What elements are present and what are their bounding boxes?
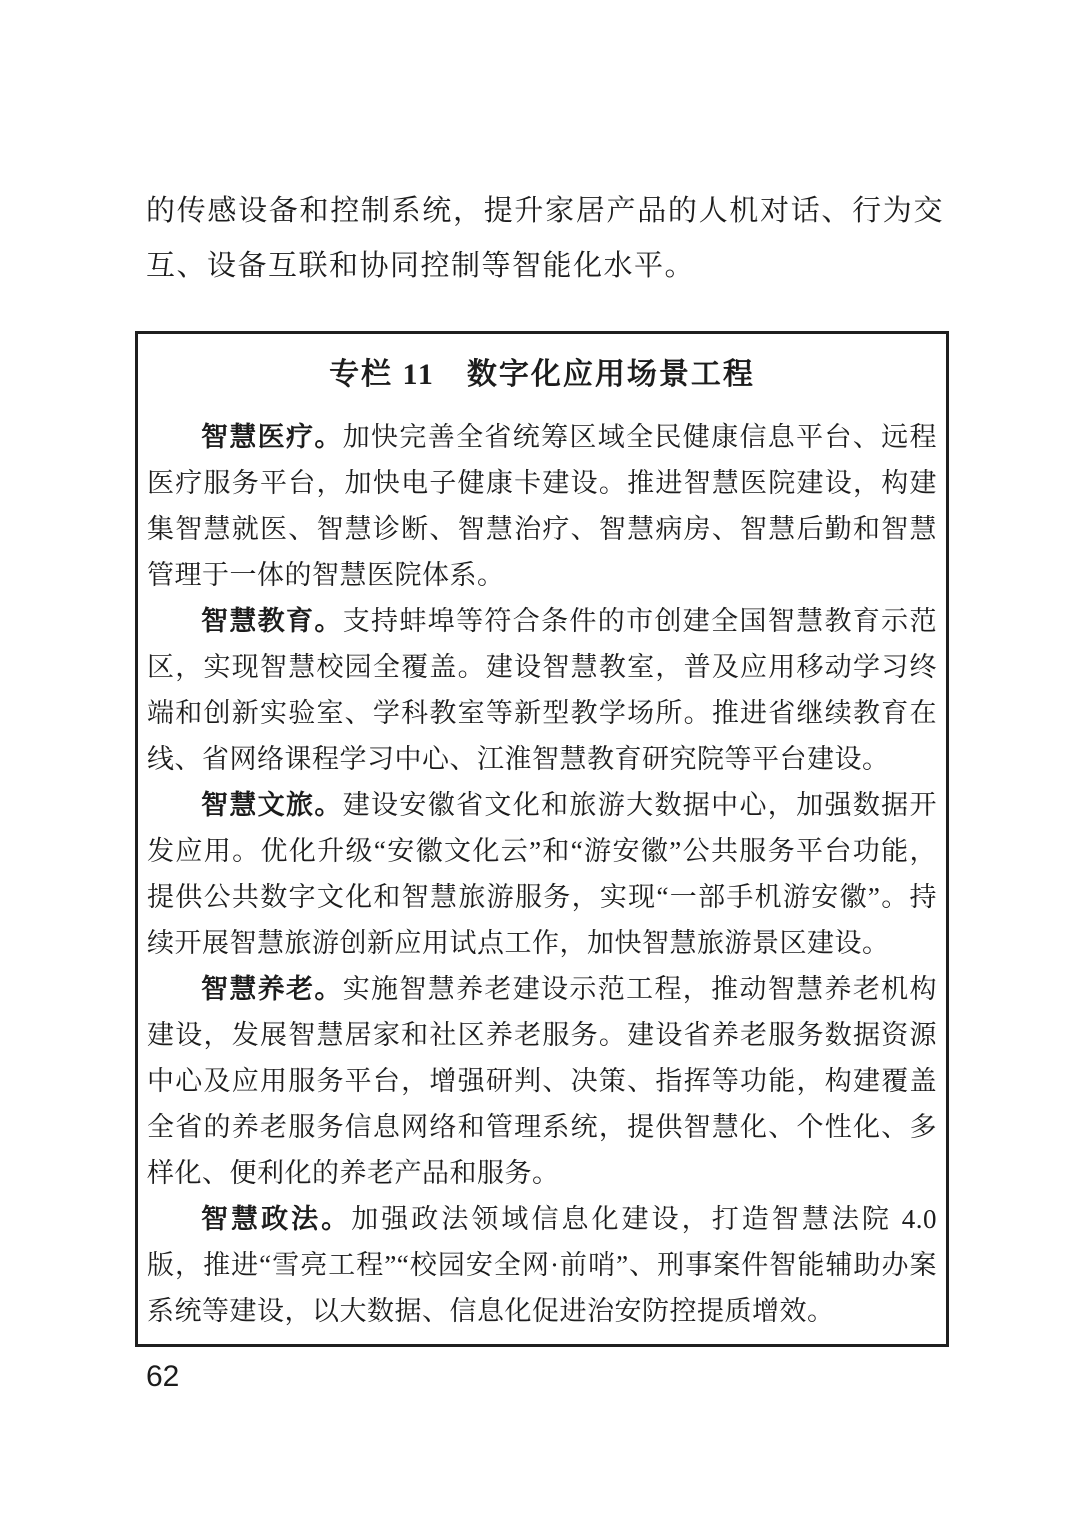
paragraph-lead: 智慧政法。 [201, 1204, 352, 1234]
box-paragraph-smart-healthcare [147, 414, 937, 598]
box-paragraph-smart-law [147, 1196, 937, 1334]
paragraph-text: 加快完善全省统筹区域全民健康信息平台、远程医疗服务平台，加快电子健康卡建设。推进智慧医院建设，构建集智慧就医、智慧诊断、智慧治疗、智慧病房、智慧后勤和智慧管理于一体的智慧医院体系。 [147, 422, 938, 590]
paragraph-lead: 智慧文旅。 [201, 790, 343, 820]
paragraph-text: 实施智慧养老建设示范工程，推动智慧养老机构建设，发展智慧居家和社区养老服务。建设省养老服务数据资源中心及应用服务平台，增强研判、决策、指挥等功能，构建覆盖全省的养老服务信息网络和管理系统，提供智慧化、个性化、多样化、便利化的养老产品和服务。 [147, 974, 938, 1188]
paragraph-text: 建设安徽省文化和旅游大数据中心，加强数据开发应用。优化升级“安徽文化云”和“游安徽”公共服务平台功能，提供公共数字文化和智慧旅游服务，实现“一部手机游安徽”。持续开展智慧旅游创新应用试点工作，加快智慧旅游景区建设。 [147, 790, 938, 958]
body-paragraph: 的传感设备和控制系统，提升家居产品的人机对话、行为交互、设备互联和协同控制等智能化水平。 [146, 195, 944, 282]
box-paragraph-smart-elderly-care [147, 966, 937, 1196]
paragraph-lead: 智慧教育。 [201, 606, 343, 636]
paragraph-text: 加强政法领域信息化建设，打造智慧法院 4.0 版，推进“雪亮工程”“校园安全网·前哨”、刑事案件智能辅助办案系统等建设，以大数据、信息化促进治安防控提质增效。 [147, 1204, 938, 1326]
paragraph-text: 支持蚌埠等符合条件的市创建全国智慧教育示范区，实现智慧校园全覆盖。建设智慧教室，普及应用移动学习终端和创新实验室、学科教室等新型教学场所。推进省继续教育在线、省网络课程学习中心、江淮智慧教育研究院等平台建设。 [147, 606, 938, 774]
paragraph-lead: 智慧养老。 [201, 974, 343, 1004]
box-paragraph-smart-culture-tourism [147, 782, 937, 966]
box-title: 专栏 11 数字化应用场景工程 [329, 358, 755, 391]
column-box [135, 331, 949, 1347]
box-paragraph-smart-education [147, 598, 937, 782]
paragraph-lead: 智慧医疗。 [201, 422, 343, 452]
page-number: 62 [146, 1360, 180, 1393]
